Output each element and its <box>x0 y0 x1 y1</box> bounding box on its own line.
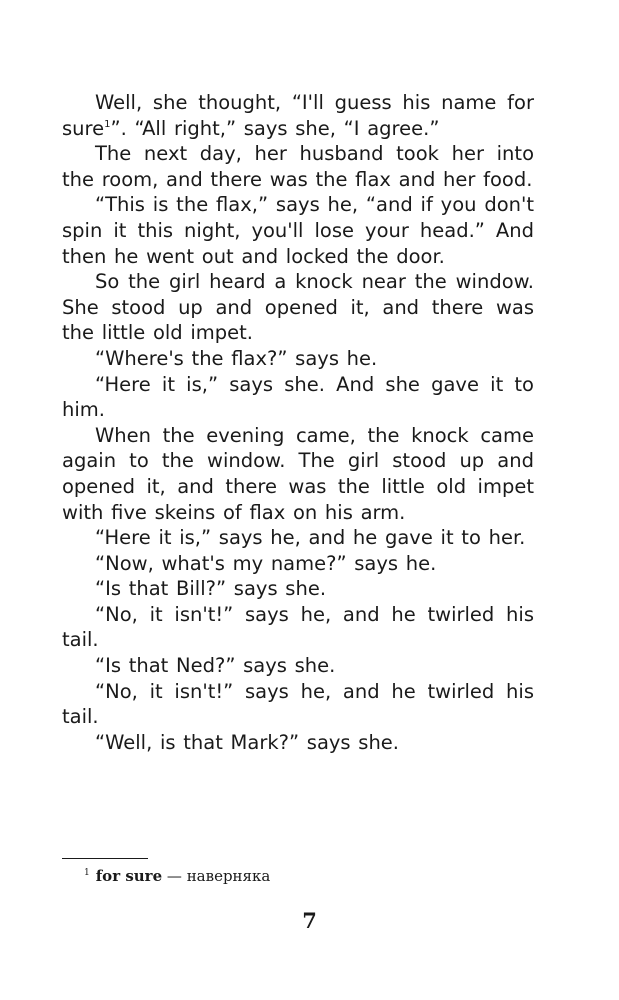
paragraph-text: Well, she thought, “I'll guess his name for sure <box>62 91 534 140</box>
footnote-marker: 1 <box>84 868 90 878</box>
footnote-term: for sure <box>95 867 163 885</box>
paragraph <box>62 90 534 141</box>
footnote-translation: наверняка <box>186 867 271 885</box>
paragraph: The next day, her husband took her into the room, and there was the flax and her food. <box>62 142 534 191</box>
footnote-divider <box>62 858 148 859</box>
paragraph: “No, it isn't!” says he, and he twirled his tail. <box>62 679 534 729</box>
paragraph: “Here it is,” says she. And she gave it to him. <box>62 372 534 422</box>
paragraph: So the girl heard a knock near the window. She stood up and opened it, and there was the little old impet. <box>62 270 534 345</box>
paragraph: “Where's the flax?” says he. <box>95 346 378 370</box>
paragraph: “Well, is that Mark?” says she. <box>95 730 399 754</box>
paragraph: “Here it is,” says he, and he gave it to her. <box>95 526 526 550</box>
paragraph: “Is that Bill?” says she. <box>95 577 327 601</box>
page-body <box>62 90 534 755</box>
paragraph: “This is the flax,” says he, “and if you don't spin it this night, you'll lose your head.” And then he went out and locked the door. <box>62 193 534 268</box>
footnote-dash: — <box>166 867 182 885</box>
paragraph: “Is that Ned?” says she. <box>95 654 336 678</box>
paragraph: “Now, what's my name?” says he. <box>95 551 437 575</box>
paragraph-text: ”. “All right,” says she, “I agree.” <box>110 116 440 140</box>
footnote <box>62 866 534 886</box>
paragraph: When the evening came, the knock came again to the window. The girl stood up and opened it, and there was the little old impet with five skeins of flax on his arm. <box>62 423 534 524</box>
page-number: 7 <box>302 908 317 933</box>
footnote-reference: 1 <box>104 118 111 130</box>
paragraph: “No, it isn't!” says he, and he twirled his tail. <box>62 602 534 652</box>
